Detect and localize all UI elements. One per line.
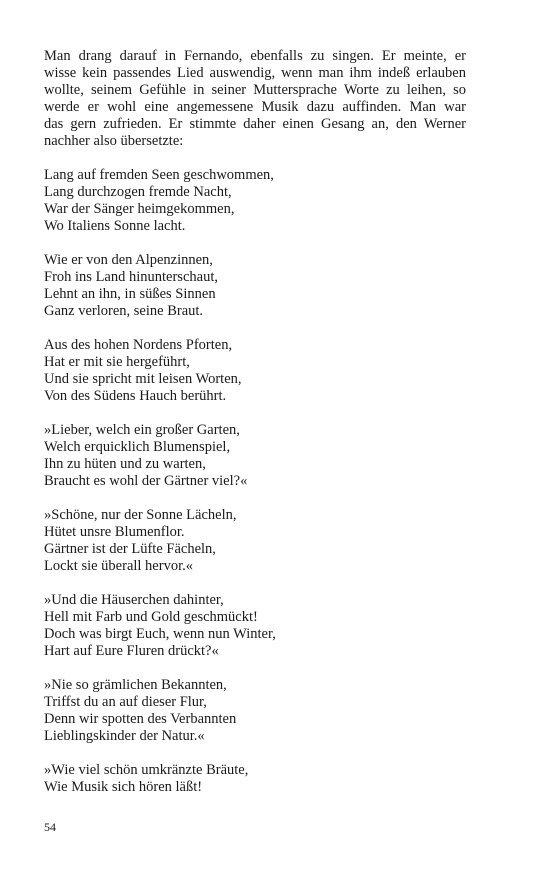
verse-line: Lang auf fremden Seen geschwommen, — [44, 167, 274, 183]
verse-line: Wo Italiens Sonne lacht. — [44, 218, 186, 234]
verse-line: Lieblingskinder der Natur.« — [44, 728, 205, 744]
prose-line: werde er wohl eine angemessene Musik dazu auffinden. Man war — [44, 99, 466, 115]
verse-line: Ganz verloren, seine Braut. — [44, 303, 204, 319]
stanza-8 — [44, 762, 466, 796]
poem — [44, 167, 466, 796]
verse-line: War der Sänger heimgekommen, — [44, 201, 235, 217]
stanza-6 — [44, 592, 466, 660]
verse-line: Lehnt an ihn, in süßes Sinnen — [44, 286, 216, 302]
verse-line: Aus des hohen Nordens Pforten, — [44, 337, 233, 353]
verse-line: Doch was birgt Euch, wenn nun Winter, — [44, 626, 276, 642]
verse-line: Ihn zu hüten und zu warten, — [44, 456, 206, 472]
stanza-1 — [44, 167, 466, 235]
page-number: 54 — [44, 820, 56, 834]
prose-line: das gern zufrieden. Er stimmte daher einen Gesang an, den Werner — [44, 116, 466, 132]
verse-line: Hell mit Farb und Gold geschmückt! — [44, 609, 258, 625]
prose-line: Man drang darauf in Fernando, ebenfalls zu singen. Er meinte, er — [44, 48, 466, 64]
verse-line: »Und die Häuserchen dahinter, — [44, 592, 224, 608]
prose-line: wisse kein passendes Lied auswendig, wenn man ihm indeß erlauben — [44, 65, 466, 81]
verse-line: »Wie viel schön umkränzte Bräute, — [44, 762, 249, 778]
verse-line: Triffst du an auf dieser Flur, — [44, 694, 207, 710]
verse-line: Braucht es wohl der Gärtner viel?« — [44, 473, 248, 489]
verse-line: »Schöne, nur der Sonne Lächeln, — [44, 507, 237, 523]
verse-line: Hütet unsre Blumenflor. — [44, 524, 185, 540]
verse-line: Lang durchzogen fremde Nacht, — [44, 184, 232, 200]
verse-line: Froh ins Land hinunterschaut, — [44, 269, 218, 285]
prose-line: wollte, seinem Gefühle in seiner Muttersprache Worte zu leihen, so — [44, 82, 466, 98]
verse-line: Hart auf Eure Fluren drückt?« — [44, 643, 219, 659]
stanza-2 — [44, 252, 466, 320]
verse-line: Welch erquicklich Blumenspiel, — [44, 439, 231, 455]
verse-line: Von des Südens Hauch berührt. — [44, 388, 227, 404]
verse-line: Und sie spricht mit leisen Worten, — [44, 371, 242, 387]
verse-line: Lockt sie überall hervor.« — [44, 558, 193, 574]
stanza-7 — [44, 677, 466, 745]
prose-paragraph — [44, 48, 466, 150]
verse-line: Wie Musik sich hören läßt! — [44, 779, 203, 795]
stanza-5 — [44, 507, 466, 575]
verse-line: Wie er von den Alpenzinnen, — [44, 252, 213, 268]
verse-line: Gärtner ist der Lüfte Fächeln, — [44, 541, 216, 557]
verse-line: Denn wir spotten des Verbannten — [44, 711, 237, 727]
verse-line: »Lieber, welch ein großer Garten, — [44, 422, 240, 438]
verse-line: Hat er mit sie hergeführt, — [44, 354, 190, 370]
prose-line: nachher also übersetzte: — [44, 133, 184, 149]
stanza-4 — [44, 422, 466, 490]
verse-line: »Nie so grämlichen Bekannten, — [44, 677, 227, 693]
page-body — [44, 48, 466, 813]
stanza-3 — [44, 337, 466, 405]
